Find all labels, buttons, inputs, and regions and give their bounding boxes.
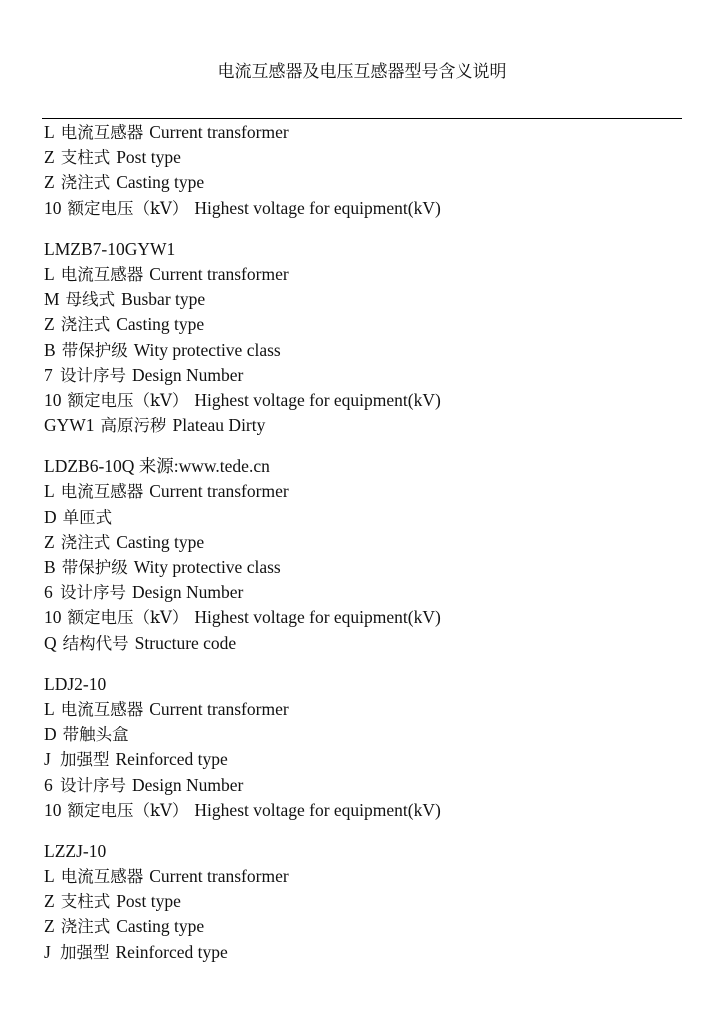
list-item — [44, 338, 684, 363]
list-item — [44, 287, 684, 312]
item-chinese: 电流互感器 — [60, 264, 144, 284]
item-english: Casting type — [116, 531, 205, 552]
item-chinese: 电流互感器 — [60, 867, 144, 887]
list-item — [44, 413, 684, 438]
item-english: Current transformer — [149, 263, 289, 284]
item-english: Current transformer — [149, 698, 289, 719]
item-code: L — [44, 481, 55, 502]
list-item — [44, 170, 684, 195]
item-english: Structure code — [134, 632, 237, 653]
list-item — [44, 120, 684, 145]
item-chinese: 额定电压（kV） — [67, 800, 189, 820]
item-code: 6 — [44, 582, 53, 603]
item-english: Post type — [116, 891, 181, 912]
item-chinese: 浇注式 — [60, 532, 111, 552]
item-english: Current transformer — [149, 122, 289, 142]
item-chinese: 高原污秽 — [100, 416, 167, 436]
item-english: Highest voltage for equipment(kV) — [194, 607, 441, 628]
list-item — [44, 773, 684, 798]
item-english: Highest voltage for equipment(kV) — [194, 197, 441, 218]
page-title: 电流互感器及电压互感器型号含义说明 — [217, 62, 507, 82]
section-ldzb6 — [44, 454, 684, 656]
item-english: Plateau Dirty — [172, 415, 266, 436]
item-english: Casting type — [116, 916, 205, 937]
item-code: 10 — [44, 799, 62, 820]
list-item — [44, 505, 684, 530]
item-code: L — [44, 698, 55, 719]
item-english: Highest voltage for equipment(kV) — [194, 799, 441, 820]
item-code: M — [44, 289, 60, 310]
item-chinese: 电流互感器 — [60, 123, 144, 142]
list-item — [44, 940, 684, 965]
item-code: 7 — [44, 364, 53, 385]
item-chinese: 加强型 — [60, 942, 110, 962]
item-code: 10 — [44, 607, 62, 628]
item-chinese: 支柱式 — [60, 892, 111, 912]
item-english: Design Number — [132, 364, 244, 385]
item-code: Z — [44, 172, 55, 193]
model-number-heading: LMZB7-10GYW1 — [44, 238, 176, 259]
list-item — [44, 196, 684, 221]
item-code: GYW1 — [44, 415, 95, 436]
list-item — [44, 555, 684, 580]
list-item — [44, 747, 684, 772]
model-number-heading: LDJ2-10 — [44, 673, 107, 694]
list-item — [44, 479, 684, 504]
section-lmzb7 — [44, 237, 684, 439]
list-item — [44, 312, 684, 337]
item-chinese: 带保护级 — [61, 340, 128, 360]
document-body — [44, 120, 684, 965]
list-item — [44, 889, 684, 914]
item-code: B — [44, 557, 56, 577]
item-code: J — [44, 749, 51, 770]
item-english: Casting type — [116, 314, 205, 335]
item-code: Q — [44, 632, 57, 653]
list-item — [44, 914, 684, 939]
item-chinese: 加强型 — [60, 750, 110, 770]
item-english: Current transformer — [149, 481, 289, 502]
item-code: Z — [44, 314, 55, 335]
list-item — [44, 530, 684, 555]
item-chinese: 结构代号 — [62, 633, 129, 653]
list-item — [44, 864, 684, 889]
item-english: Post type — [116, 147, 181, 168]
title-divider — [42, 118, 682, 119]
section-ldj2 — [44, 672, 684, 823]
item-chinese: 电流互感器 — [60, 699, 144, 719]
model-number-heading: LDZB6-10Q 来源:www.tede.cn — [44, 456, 270, 477]
item-english: Design Number — [132, 582, 244, 603]
item-english: Design Number — [132, 774, 244, 795]
section-lzzj — [44, 839, 684, 965]
item-english: Highest voltage for equipment(kV) — [194, 389, 441, 410]
item-chinese: 浇注式 — [60, 173, 111, 193]
list-item — [44, 605, 684, 630]
item-english: Wity protective class — [133, 557, 281, 577]
item-code: 10 — [44, 197, 62, 218]
item-chinese: 带触头盒 — [62, 725, 129, 745]
item-code: J — [44, 941, 51, 962]
list-item — [44, 145, 684, 170]
item-chinese: 单匝式 — [62, 507, 113, 527]
item-code: Z — [44, 916, 55, 937]
item-chinese: 设计序号 — [60, 583, 126, 603]
item-code: D — [44, 506, 57, 527]
list-item — [44, 631, 684, 656]
item-code: B — [44, 339, 56, 360]
list-item — [44, 388, 684, 413]
item-english: Reinforced type — [115, 941, 228, 962]
section-intro — [44, 120, 684, 221]
item-chinese: 支柱式 — [60, 148, 111, 168]
item-english: Casting type — [116, 172, 205, 193]
item-code: 10 — [44, 389, 62, 410]
item-code: 6 — [44, 774, 53, 795]
item-chinese: 电流互感器 — [60, 482, 144, 502]
item-chinese: 额定电压（kV） — [67, 608, 189, 628]
item-chinese: 带保护级 — [61, 558, 128, 577]
item-chinese: 额定电压（kV） — [67, 390, 189, 410]
item-chinese: 浇注式 — [60, 917, 111, 937]
item-chinese: 设计序号 — [60, 775, 126, 795]
list-item — [44, 580, 684, 605]
list-item — [44, 798, 684, 823]
item-chinese: 母线式 — [65, 290, 116, 310]
model-number-heading: LZZJ-10 — [44, 840, 107, 861]
item-english: Current transformer — [149, 866, 289, 887]
item-code: Z — [44, 531, 55, 552]
item-code: Z — [44, 147, 55, 168]
list-item — [44, 363, 684, 388]
list-item — [44, 262, 684, 287]
item-english: Wity protective class — [133, 339, 281, 360]
item-chinese: 设计序号 — [60, 365, 126, 385]
item-code: L — [44, 122, 55, 142]
item-code: Z — [44, 891, 55, 912]
list-item — [44, 722, 684, 747]
item-code: D — [44, 724, 57, 745]
item-english: Busbar type — [121, 289, 206, 310]
list-item — [44, 697, 684, 722]
item-code: L — [44, 866, 55, 887]
item-english: Reinforced type — [115, 749, 228, 770]
item-code: L — [44, 263, 55, 284]
item-chinese: 额定电压（kV） — [67, 198, 189, 218]
item-chinese: 浇注式 — [60, 315, 111, 335]
